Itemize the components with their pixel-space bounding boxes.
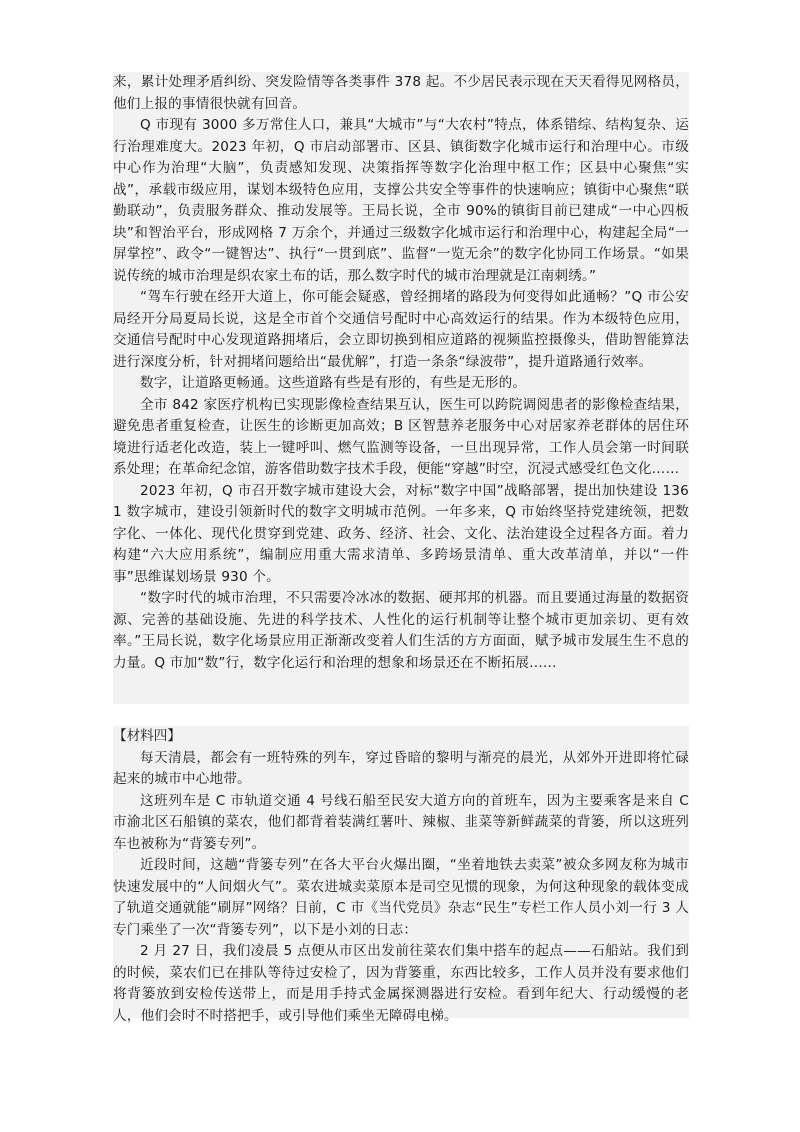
text-block-material-four (113, 726, 689, 1024)
paragraph: Q 市现有 3000 多万常住人口，兼具“大城市”与“大农村”特点，体系错综、结构复杂、运行治理难度大。2023 年初，Q 市启动部署市、区县、镇街数字化城市运行和治理中心。市级中心作为治理“大脑”，负责感知发现、决策指挥等数字化治理中枢工作；区县中心聚焦“实战”，承载市级应用，谋划本级特色应用，支撑公共安全等事件的快速响应；镇街中心聚焦“联勤联动”，负责服务群众、推动发展等。王局长说，全市 90%的镇街目前已建成“一中心四板块”和智治平台，形成网格 7 万余个，并通过三级数字化城市运行和治理中心，构建起全局“一屏掌控”、政令“一键智达”、执行“一贯到底”、监督“一览无余”的数字化协同工作场景。“如果说传统的城市治理是织农家土布的话，那么数字时代的城市治理就是江南刺绣。” (113, 117, 689, 284)
paragraph: 来，累计处理矛盾纠纷、突发险情等各类事件 378 起。不少居民表示现在天天看得见网格员，他们上报的事情很快就有回音。 (113, 74, 689, 112)
paragraph: 近段时间，这趟“背篓专列”在各大平台火爆出圈，“坐着地铁去卖菜”被众多网友称为城市快速发展中的“人间烟火气”。菜农进城卖菜原本是司空见惯的现象，为何这种现象的载体变成了轨道交通就能“刷屏”网络？日前，C 市《当代党员》杂志“民生”专栏工作人员小刘一行 3 人专门乘坐了一次“背篓专列”，以下是小刘的日志： (113, 857, 689, 938)
paragraph: 全市 842 家医疗机构已实现影像检查结果互认，医生可以跨院调阅患者的影像检查结果，避免患者重复检查，让医生的诊断更加高效；B 区智慧养老服务中心对居家养老群体的居住环境进行适老化改造，装上一键呼叫、燃气监测等设备，一旦出现异常，工作人员会第一时间联系处理；在革命纪念馆，游客借助数字技术手段，便能“穿越”时空，沉浸式感受红色文化…… (113, 396, 689, 477)
section-heading: 【材料四】 (113, 728, 181, 744)
text-block-material-three (113, 72, 689, 704)
paragraph: “数字时代的城市治理，不只需要冷冰冰的数据、硬邦邦的机器。而且要通过海量的数据资源、完善的基础设施、先进的科学技术、人性化的运行机制等让整个城市更加亲切、更有效率。”王局长说，数字化场景应用正渐渐改变着人们生活的方方面面，赋予城市发展生生不息的力量。Q 市加“数”行，数字化运行和治理的想象和场景还在不断拓展…… (113, 590, 689, 671)
paragraph: 数字，让道路更畅通。这些道路有些是有形的，有些是无形的。 (140, 375, 527, 391)
paragraph: 2023 年初，Q 市召开数字城市建设大会，对标“数字中国”战略部署，提出加快建设 1361 数字城市，建设引领新时代的数字文明城市范例。一年多来，Q 市始终坚持党建统领，把数字化、一体化、现代化贯穿到党建、政务、经济、社会、文化、法治建设全过程各方面。着力构建“六大应用系统”，编制应用重大需求清单、多跨场景清单、重大改革清单，并以“一件事”思维谋划场景 930 个。 (113, 482, 689, 585)
paragraph: 这班列车是 C 市轨道交通 4 号线石船至民安大道方向的首班车，因为主要乘客是来自 C 市渝北区石船镇的菜农，他们都背着装满红薯叶、辣椒、韭菜等新鲜蔬菜的背篓，所以这班列车也被称为“背篓专列”。 (113, 792, 689, 852)
paragraph: “驾车行驶在经开大道上，你可能会疑惑，曾经拥堵的路段为何变得如此通畅？”Q 市公安局经开分局夏局长说，这是全市首个交通信号配时中心高效运行的结果。作为本级特色应用，交通信号配时中心发现道路拥堵后，会立即切换到相应道路的视频监控摄像头，借助智能算法进行深度分析，针对拥堵问题给出“最优解”，打造一条条“绿波带”，提升道路通行效率。 (113, 289, 689, 370)
paragraph: 2 月 27 日，我们凌晨 5 点便从市区出发前往菜农们集中搭车的起点——石船站。我们到的时候，菜农们已在排队等待过安检了，因为背篓重，东西比较多，工作人员并没有要求他们将背篓放到安检传送带上，而是用手持式金属探测器进行安检。看到年纪大、行动缓慢的老人，他们会时不时搭把手，或引导他们乘坐无障碍电梯。 (113, 943, 689, 1024)
paragraph: 每天清晨，都会有一班特殊的列车，穿过昏暗的黎明与渐亮的晨光，从郊外开进即将忙碌起来的城市中心地带。 (113, 749, 689, 787)
